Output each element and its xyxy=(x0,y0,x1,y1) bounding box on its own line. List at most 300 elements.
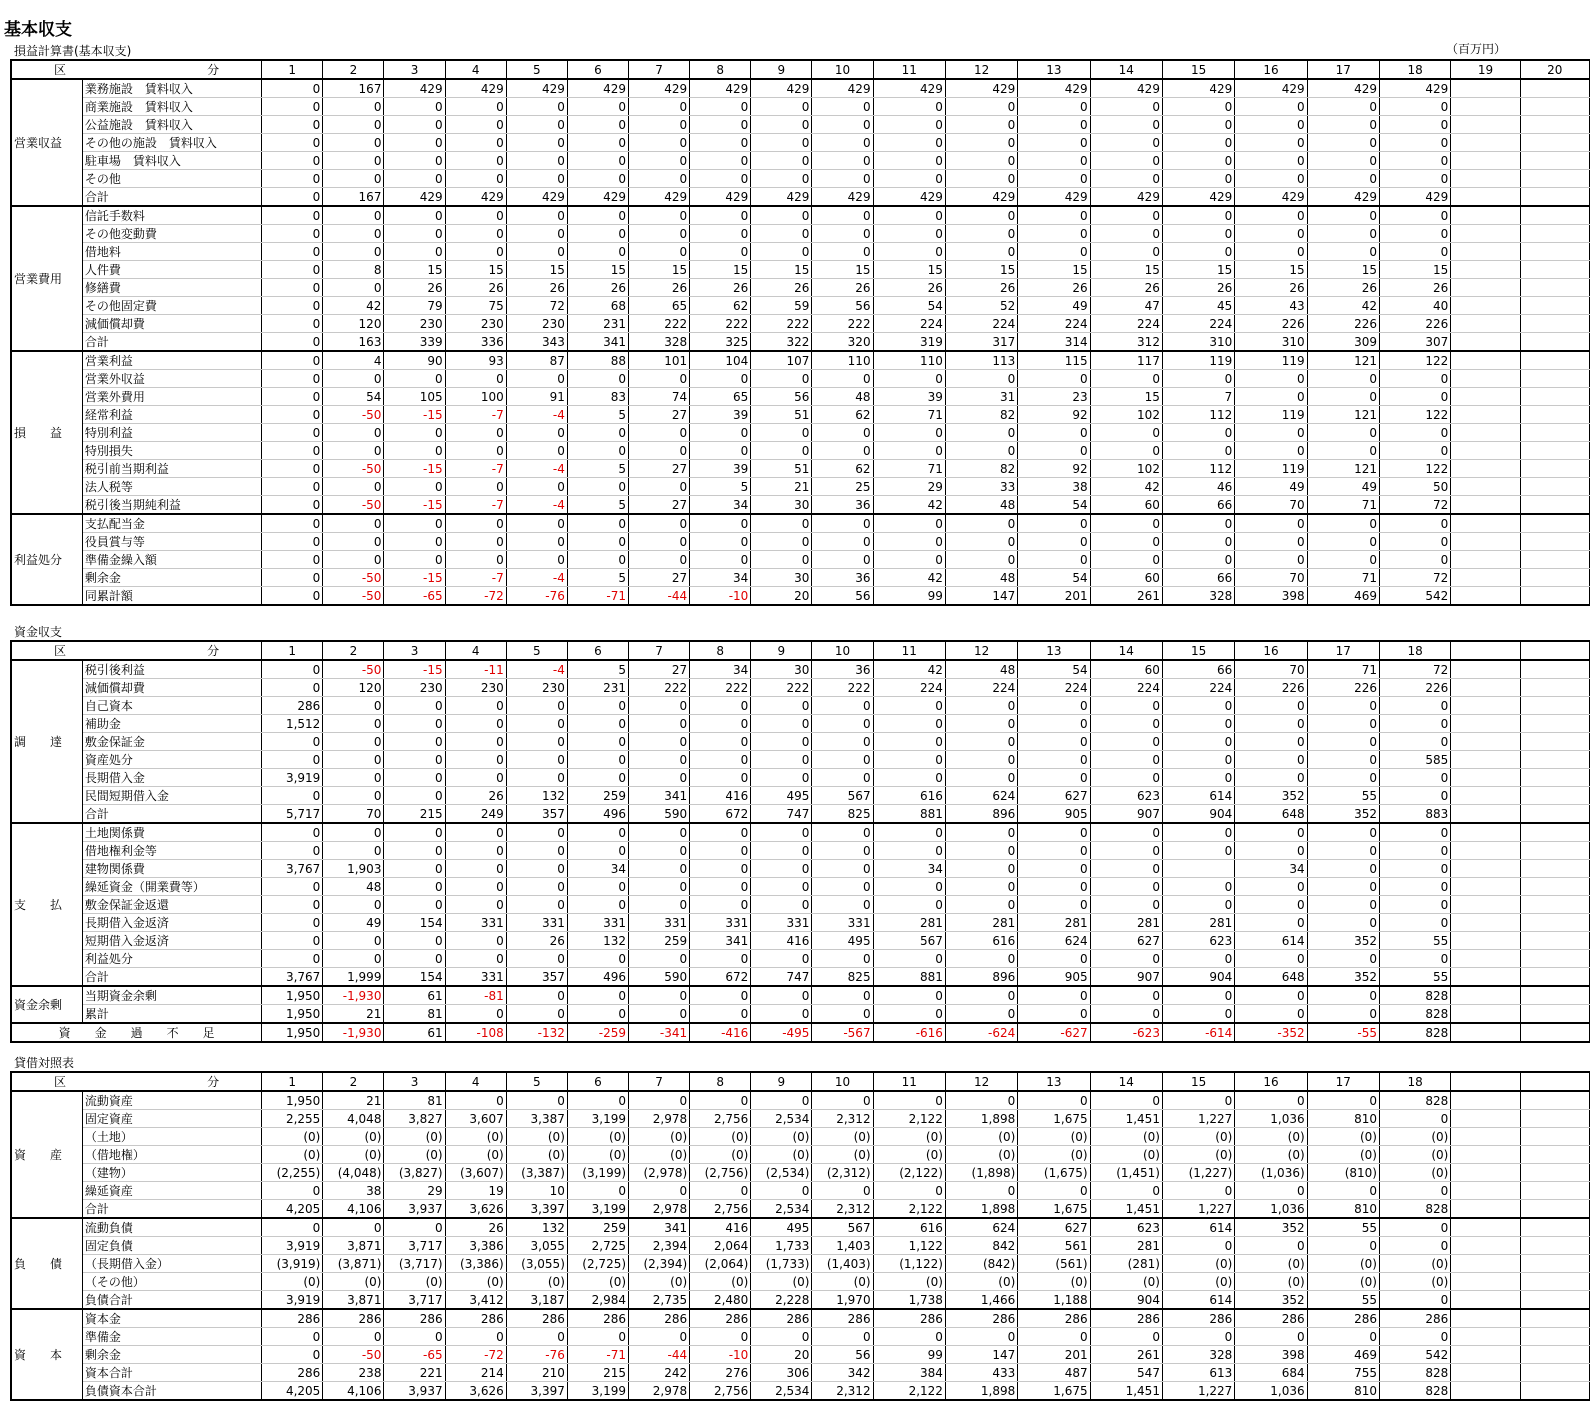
cell-value: 429 xyxy=(945,188,1017,207)
cell-value: 3,199 xyxy=(567,1110,628,1128)
column-header: 6 xyxy=(567,60,628,79)
cell-value: 0 xyxy=(812,896,873,914)
cell-value: 15 xyxy=(1162,261,1234,279)
row-label: 役員賞与等 xyxy=(82,533,261,551)
cell-value: 0 xyxy=(1307,842,1379,860)
cell-value xyxy=(1520,569,1589,587)
cell-value: 132 xyxy=(567,932,628,950)
cell-value: -4 xyxy=(506,496,567,515)
cell-value xyxy=(1520,986,1589,1005)
cell-value: 0 xyxy=(873,950,945,968)
cell-value: 0 xyxy=(945,551,1017,569)
cell-value: 320 xyxy=(812,333,873,352)
cell-value: 0 xyxy=(1018,551,1090,569)
cell-value: 0 xyxy=(1235,243,1307,261)
cell-value: 0 xyxy=(262,878,323,896)
cell-value: (0) xyxy=(751,1273,812,1291)
column-header: 11 xyxy=(873,1072,945,1091)
cell-value: 61 xyxy=(384,1023,445,1042)
cell-value: 10 xyxy=(506,1182,567,1200)
cell-value: 29 xyxy=(873,478,945,496)
cell-value: 0 xyxy=(1018,1182,1090,1200)
table-row xyxy=(11,152,1590,170)
cell-value: 3,919 xyxy=(262,1291,323,1310)
cell-value: 429 xyxy=(1018,188,1090,207)
cell-value: 0 xyxy=(629,478,690,496)
table-row xyxy=(11,769,1590,787)
cell-value: 0 xyxy=(1379,787,1450,805)
cell-value: 0 xyxy=(567,769,628,787)
cell-value: 0 xyxy=(1018,878,1090,896)
cell-value: 0 xyxy=(1018,769,1090,787)
column-header: 12 xyxy=(945,1072,1017,1091)
cell-value: 0 xyxy=(1379,697,1450,715)
cell-value: 0 xyxy=(445,751,506,769)
cell-value: 0 xyxy=(445,932,506,950)
cell-value: (0) xyxy=(1307,1273,1379,1291)
cell-value: 60 xyxy=(1090,496,1162,515)
cell-value: 0 xyxy=(506,225,567,243)
cell-value: 331 xyxy=(506,914,567,932)
cell-value: 26 xyxy=(567,279,628,297)
cell-value: -76 xyxy=(506,587,567,606)
cell-value: 3,717 xyxy=(384,1237,445,1255)
cell-value xyxy=(1520,1146,1589,1164)
cell-value: 0 xyxy=(384,225,445,243)
row-label: 税引後利益 xyxy=(82,660,261,679)
column-header: 4 xyxy=(445,641,506,660)
table-row xyxy=(11,551,1590,569)
cell-value: 0 xyxy=(384,769,445,787)
cell-value: 341 xyxy=(629,787,690,805)
cell-value: 5,717 xyxy=(262,805,323,824)
cell-value: 2,312 xyxy=(812,1110,873,1128)
row-label: （建物） xyxy=(82,1164,261,1182)
cell-value: 0 xyxy=(1307,1328,1379,1346)
footer-label: 資 金 過 不 足 xyxy=(11,1023,262,1042)
cell-value: 62 xyxy=(690,297,751,315)
cell-value: 0 xyxy=(262,225,323,243)
cell-value: 0 xyxy=(323,551,384,569)
cell-value: 3,187 xyxy=(506,1291,567,1310)
cell-value: (0) xyxy=(1379,1164,1450,1182)
cell-value: 0 xyxy=(262,406,323,424)
cell-value: 0 xyxy=(629,206,690,225)
cell-value: 429 xyxy=(1379,79,1450,98)
cell-value: 26 xyxy=(812,279,873,297)
cell-value: 614 xyxy=(1162,787,1234,805)
cell-value xyxy=(1520,1291,1589,1310)
cell-value: 0 xyxy=(262,261,323,279)
cell-value: 0 xyxy=(1307,823,1379,842)
cell-value: 226 xyxy=(1307,679,1379,697)
cell-value: 0 xyxy=(751,514,812,533)
cell-value xyxy=(1451,1382,1520,1401)
cell-value xyxy=(1451,551,1520,569)
cell-value: 487 xyxy=(1018,1364,1090,1382)
cell-value: 0 xyxy=(873,533,945,551)
cell-value: 0 xyxy=(1379,914,1450,932)
cell-value: 0 xyxy=(751,533,812,551)
row-label: 減価償却費 xyxy=(82,315,261,333)
cell-value xyxy=(1451,733,1520,751)
cell-value: 0 xyxy=(567,533,628,551)
cell-value: 112 xyxy=(1162,460,1234,478)
cell-value: 0 xyxy=(1307,715,1379,733)
cell-value: 3,387 xyxy=(506,1110,567,1128)
cell-value: 0 xyxy=(384,152,445,170)
table-row xyxy=(11,1255,1590,1273)
cell-value: 132 xyxy=(506,1218,567,1237)
cell-value: 0 xyxy=(1018,206,1090,225)
cell-value: 0 xyxy=(1235,225,1307,243)
cell-value: 0 xyxy=(873,697,945,715)
cell-value: 281 xyxy=(1018,914,1090,932)
cell-value: 0 xyxy=(751,751,812,769)
cell-value: 0 xyxy=(873,424,945,442)
table-row xyxy=(11,388,1590,406)
cell-value: 75 xyxy=(445,297,506,315)
cell-value: 0 xyxy=(812,860,873,878)
column-header: 17 xyxy=(1307,1072,1379,1091)
cell-value: 0 xyxy=(1307,170,1379,188)
cell-value: 1,036 xyxy=(1235,1382,1307,1401)
cell-value: -44 xyxy=(629,1346,690,1364)
column-header: 13 xyxy=(1018,641,1090,660)
cell-value: 0 xyxy=(1235,442,1307,460)
cell-value: 0 xyxy=(690,370,751,388)
cell-value: 0 xyxy=(445,896,506,914)
cell-value: 0 xyxy=(945,842,1017,860)
cell-value: 25 xyxy=(812,478,873,496)
cell-value: 0 xyxy=(1307,751,1379,769)
cell-value: 0 xyxy=(1307,514,1379,533)
cell-value: 0 xyxy=(445,170,506,188)
cell-value xyxy=(1451,261,1520,279)
cell-value xyxy=(1520,896,1589,914)
cell-value: 38 xyxy=(1018,478,1090,496)
cell-value: (1,403) xyxy=(812,1255,873,1273)
cell-value: (0) xyxy=(567,1128,628,1146)
cell-value xyxy=(1520,243,1589,261)
table-row xyxy=(11,986,1590,1005)
table-row xyxy=(11,116,1590,134)
cell-value: 100 xyxy=(445,388,506,406)
row-label: 固定資産 xyxy=(82,1110,261,1128)
cell-value xyxy=(1520,478,1589,496)
cell-value: 15 xyxy=(1090,388,1162,406)
cell-value: 0 xyxy=(567,478,628,496)
cell-value: 0 xyxy=(629,424,690,442)
cell-value: 42 xyxy=(873,660,945,679)
cell-value xyxy=(1451,79,1520,98)
cell-value: 0 xyxy=(262,587,323,606)
column-header xyxy=(1520,1072,1589,1091)
cell-value: 52 xyxy=(945,297,1017,315)
column-header: 7 xyxy=(629,641,690,660)
cell-value: 0 xyxy=(1162,370,1234,388)
cell-value: 0 xyxy=(1018,152,1090,170)
cell-value: 0 xyxy=(1379,715,1450,733)
cell-value: 0 xyxy=(873,98,945,116)
row-label: 準備金繰入額 xyxy=(82,551,261,569)
table-row xyxy=(11,460,1590,478)
cell-value: 0 xyxy=(323,787,384,805)
cell-value: 48 xyxy=(945,569,1017,587)
cell-value: 0 xyxy=(945,715,1017,733)
column-header: 17 xyxy=(1307,641,1379,660)
cell-value: 0 xyxy=(323,152,384,170)
cell-value: 0 xyxy=(1162,769,1234,787)
cell-value: 0 xyxy=(506,1005,567,1024)
cell-value: 0 xyxy=(567,170,628,188)
cell-value: 0 xyxy=(1090,878,1162,896)
cell-value: 429 xyxy=(567,79,628,98)
cell-value: 3,397 xyxy=(506,1200,567,1219)
cell-value: 614 xyxy=(1162,1218,1234,1237)
cell-value: 331 xyxy=(751,914,812,932)
cell-value: 0 xyxy=(1307,116,1379,134)
cell-value: 0 xyxy=(812,98,873,116)
cell-value: 0 xyxy=(690,206,751,225)
cell-value: 0 xyxy=(690,842,751,860)
row-label: 税引後当期純利益 xyxy=(82,496,261,515)
cell-value: 66 xyxy=(1162,569,1234,587)
cell-value: 0 xyxy=(1018,134,1090,152)
cell-value: -65 xyxy=(384,587,445,606)
cell-value: 39 xyxy=(873,388,945,406)
cell-value: 286 xyxy=(1090,1309,1162,1328)
cell-value: 429 xyxy=(873,188,945,207)
cell-value: 1,466 xyxy=(945,1291,1017,1310)
cell-value: 1,898 xyxy=(945,1200,1017,1219)
cell-value: 0 xyxy=(1090,170,1162,188)
cell-value: 15 xyxy=(1379,261,1450,279)
cell-value: 34 xyxy=(690,496,751,515)
cell-value xyxy=(1520,1128,1589,1146)
cell-value: 648 xyxy=(1235,805,1307,824)
table-row xyxy=(11,842,1590,860)
cell-value: 309 xyxy=(1307,333,1379,352)
row-label: 支払配当金 xyxy=(82,514,261,533)
group-label: 営業費用 xyxy=(11,206,82,351)
cell-value xyxy=(1520,1237,1589,1255)
cell-value: 0 xyxy=(1235,950,1307,968)
cell-value: 0 xyxy=(1162,206,1234,225)
cell-value: 0 xyxy=(690,170,751,188)
cell-value: 0 xyxy=(567,442,628,460)
cell-value: 0 xyxy=(323,697,384,715)
cell-value: 147 xyxy=(945,587,1017,606)
cell-value: 0 xyxy=(873,225,945,243)
cell-value: 1,950 xyxy=(262,1023,323,1042)
cell-value: 5 xyxy=(567,496,628,515)
cell-value: 0 xyxy=(873,243,945,261)
cell-value: 56 xyxy=(812,587,873,606)
cell-value: 2,228 xyxy=(751,1291,812,1310)
cell-value: 0 xyxy=(1235,896,1307,914)
cell-value: 0 xyxy=(812,950,873,968)
cell-value: 828 xyxy=(1379,1200,1450,1219)
cell-value: 0 xyxy=(1018,533,1090,551)
cell-value: 0 xyxy=(506,478,567,496)
cell-value: 55 xyxy=(1379,968,1450,987)
cell-value: 1,738 xyxy=(873,1291,945,1310)
column-header: 8 xyxy=(690,641,751,660)
cell-value xyxy=(1451,206,1520,225)
cell-value: 31 xyxy=(945,388,1017,406)
cell-value: (3,386) xyxy=(445,1255,506,1273)
cell-value: 0 xyxy=(262,914,323,932)
cell-value: 0 xyxy=(1162,842,1234,860)
cell-value: 30 xyxy=(751,496,812,515)
cell-value: 0 xyxy=(873,170,945,188)
cell-value: 0 xyxy=(445,424,506,442)
cell-value: 0 xyxy=(873,551,945,569)
cell-value: 120 xyxy=(323,315,384,333)
cell-value: 0 xyxy=(812,170,873,188)
cell-value: 72 xyxy=(1379,569,1450,587)
table-row xyxy=(11,1005,1590,1024)
cell-value: 325 xyxy=(690,333,751,352)
cell-value: 0 xyxy=(445,134,506,152)
cell-value: 0 xyxy=(323,932,384,950)
cell-value: (0) xyxy=(323,1146,384,1164)
row-label: 特別損失 xyxy=(82,442,261,460)
cell-value: 201 xyxy=(1018,587,1090,606)
cell-value: 42 xyxy=(1090,478,1162,496)
cell-value: 48 xyxy=(945,496,1017,515)
cell-value: 224 xyxy=(1090,679,1162,697)
cell-value: 0 xyxy=(1162,1237,1234,1255)
cell-value: 0 xyxy=(1235,206,1307,225)
cell-value xyxy=(1451,1091,1520,1110)
row-label: 繰延資産 xyxy=(82,1182,261,1200)
cell-value: 286 xyxy=(262,1364,323,1382)
cell-value: 0 xyxy=(873,1182,945,1200)
cell-value: 0 xyxy=(1162,551,1234,569)
cell-value: 0 xyxy=(262,297,323,315)
cell-value: 48 xyxy=(945,660,1017,679)
cell-value: (0) xyxy=(445,1128,506,1146)
cell-value: 0 xyxy=(384,98,445,116)
cell-value: 0 xyxy=(1090,533,1162,551)
cell-value: 627 xyxy=(1018,1218,1090,1237)
cell-value: 3,717 xyxy=(384,1291,445,1310)
cell-value: 896 xyxy=(945,805,1017,824)
cell-value: 259 xyxy=(567,1218,628,1237)
cell-value: (0) xyxy=(323,1273,384,1291)
cell-value: -7 xyxy=(445,460,506,478)
cell-value: 281 xyxy=(1090,914,1162,932)
cell-value: 0 xyxy=(1018,116,1090,134)
cell-value xyxy=(1520,587,1589,606)
cell-value: 2,725 xyxy=(567,1237,628,1255)
cell-value: 0 xyxy=(629,98,690,116)
cell-value: 0 xyxy=(812,733,873,751)
cell-value: 616 xyxy=(873,1218,945,1237)
cell-value: 0 xyxy=(445,533,506,551)
cell-value: 0 xyxy=(323,170,384,188)
cell-value: 0 xyxy=(751,551,812,569)
cell-value: 5 xyxy=(567,406,628,424)
row-label: 合計 xyxy=(82,805,261,824)
cell-value xyxy=(1451,388,1520,406)
cell-value: 0 xyxy=(812,842,873,860)
cell-value: 0 xyxy=(1162,152,1234,170)
cell-value: 15 xyxy=(690,261,751,279)
row-label: 公益施設 賃料収入 xyxy=(82,116,261,134)
column-header: 6 xyxy=(567,1072,628,1091)
cell-value: 286 xyxy=(1379,1309,1450,1328)
group-label: 営業収益 xyxy=(11,79,82,206)
cell-value: 55 xyxy=(1307,1291,1379,1310)
cell-value: 71 xyxy=(873,460,945,478)
cell-value: 0 xyxy=(506,697,567,715)
cell-value: 210 xyxy=(506,1364,567,1382)
cell-value: 0 xyxy=(384,551,445,569)
cell-value: 0 xyxy=(384,823,445,842)
cell-value: 0 xyxy=(751,896,812,914)
cell-value xyxy=(1451,1237,1520,1255)
cell-value: 0 xyxy=(506,243,567,261)
cell-value xyxy=(1520,315,1589,333)
cell-value xyxy=(1451,351,1520,370)
cell-value: 0 xyxy=(445,715,506,733)
cell-value xyxy=(1520,533,1589,551)
cell-value: 0 xyxy=(567,715,628,733)
table-row xyxy=(11,406,1590,424)
cell-value: 0 xyxy=(262,551,323,569)
cell-value xyxy=(1451,370,1520,388)
cell-value: 907 xyxy=(1090,805,1162,824)
cell-value: 39 xyxy=(690,460,751,478)
cell-value: -1,930 xyxy=(323,986,384,1005)
cell-value: 26 xyxy=(1379,279,1450,297)
header-kubun-left: 区 xyxy=(54,62,67,77)
cell-value: 0 xyxy=(751,98,812,116)
cell-value: (0) xyxy=(629,1273,690,1291)
cell-value: 336 xyxy=(445,333,506,352)
cell-value: 0 xyxy=(751,134,812,152)
column-header: 9 xyxy=(751,1072,812,1091)
cell-value: (3,607) xyxy=(445,1164,506,1182)
cell-value: 3,199 xyxy=(567,1382,628,1401)
table-row xyxy=(11,1237,1590,1255)
cell-value xyxy=(1520,188,1589,207)
cell-value: 0 xyxy=(1379,842,1450,860)
cell-value: 0 xyxy=(1018,98,1090,116)
cell-value: 0 xyxy=(690,1005,751,1024)
cell-value: 3,871 xyxy=(323,1237,384,1255)
cell-value: -50 xyxy=(323,587,384,606)
row-label: 資産処分 xyxy=(82,751,261,769)
cell-value: -623 xyxy=(1090,1023,1162,1042)
cell-value: 0 xyxy=(751,986,812,1005)
cell-value: 0 xyxy=(1018,370,1090,388)
cell-value: 238 xyxy=(323,1364,384,1382)
cell-value: 281 xyxy=(873,914,945,932)
cell-value: 0 xyxy=(945,950,1017,968)
cell-value: 27 xyxy=(629,569,690,587)
cell-value: 352 xyxy=(1307,805,1379,824)
row-label: 税引前当期利益 xyxy=(82,460,261,478)
column-header xyxy=(1520,641,1589,660)
cell-value: 0 xyxy=(567,823,628,842)
cell-value: (2,978) xyxy=(629,1164,690,1182)
cell-value xyxy=(1520,1364,1589,1382)
cell-value: 222 xyxy=(629,679,690,697)
